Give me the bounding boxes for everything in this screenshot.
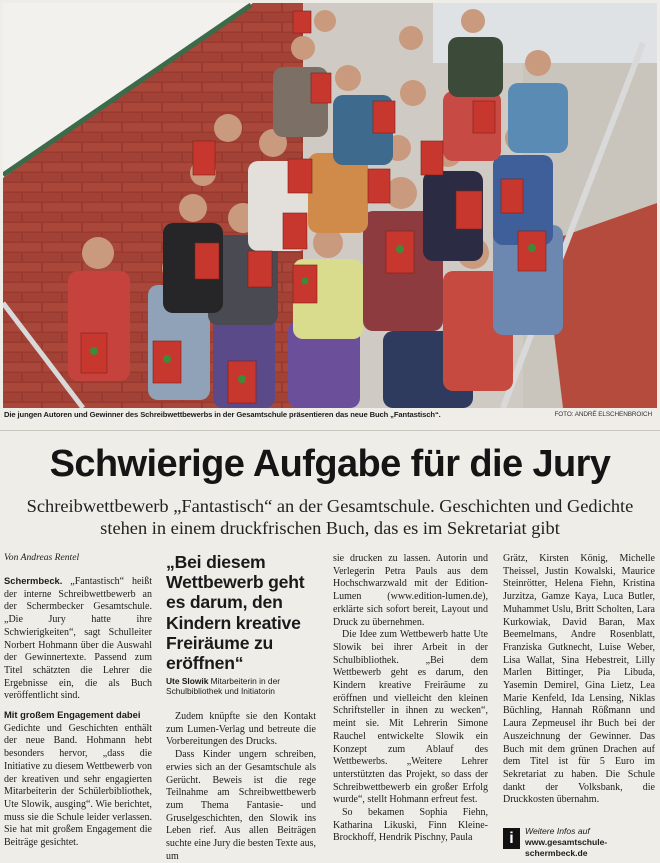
subheadline: Schreibwettbewerb „Fantastisch“ an der Gesamtschule. Geschichten und Gedichte stehen in einem druckfrischen Buch, das es im Sekretariat gibt (26, 496, 634, 538)
byline: Von Andreas Rentel (4, 552, 80, 563)
info-link[interactable]: www.gesamtschule-schermbeck.de (525, 837, 608, 858)
paragraph: Gedichte und Geschichten enthält der neue Band. Hohmann hebt besonders hervor, „dass die Initiative zu diesem Wettbewerb von der kreativen und sehr engagierten Mitarbeiterin der Schülerbibliothek, Ute Slowik, ausging“. Wie berichtet, muss sie die Schule leider verlassen. Sie hat mit großem Engagement die Beiträge gesichtet. (4, 722, 152, 849)
pull-quote-text: „Bei diesem Wettbewerb geht es darum, den Kindern kreative Freiräume zu eröffnen“ (166, 552, 305, 674)
dateline: Schermbeck. (4, 575, 63, 586)
paragraph: Dass Kinder ungern schreiben, erwies sich an der Gesamtschule als Gerücht. Beweis ist die rege Teilnahme am Schreibwettbewerb zum Thema Fantasie- und Gruselgeschichten, den Slowik ins Leben rief. Aus allen Beiträgen suchte eine Jury die besten Texte aus, um (166, 749, 316, 862)
article-photo (3, 3, 657, 408)
info-icon: i (503, 828, 520, 849)
info-prefix: Weitere Infos auf (525, 826, 590, 836)
column-2 (166, 711, 316, 863)
headline: Schwierige Aufgabe für die Jury (49, 443, 611, 485)
paragraph: So bekamen Sophia Fiehn, Katharina Likuski, Finn Kleine-Brockhoff, Hendrik Pischny, Paula (333, 807, 488, 844)
photo-caption-bar (4, 410, 656, 424)
paragraph-text: „Fantastisch“ heißt der interne Schreibwettbewerb an der Schermbecker Gesamtschule. „Die Jury hatte ihre Schwierigkeiten“, sagt Schulleiter Norbert Hohmann über die Auswahl der Gewinnertexte. Passend zum Titel schätzten die Lehrer die Ergebnisse ein, die als Buch veröffentlicht sind. (4, 576, 152, 702)
info-box (503, 826, 657, 856)
photo-credit: FOTO: ANDRÉ ELSCHENBROICH (554, 411, 652, 418)
photo-caption: Die jungen Autoren und Gewinner des Schreibwettbewerbs in der Gesamtschule präsentieren das neue Buch „Fantastisch“. (4, 410, 441, 419)
column-4 (503, 553, 655, 807)
paragraph: Zudem knüpfte sie den Kontakt zum Lumen-Verlag und betreute die Vorbereitungen des Drucks. (166, 711, 316, 748)
group-photo-illustration (3, 3, 657, 408)
divider (0, 430, 660, 431)
paragraph: sie drucken zu lassen. Autorin und Verlegerin Petra Pauls aus dem Hochschwarzwald mit der Edition-Lumen (www.edition-lumen.de), erklärte sich sofort bereit, Layout und Druck zu übernehmen. (333, 553, 488, 628)
column-1 (4, 575, 152, 850)
info-text (525, 826, 659, 859)
section-heading: Mit großem Engagement dabei (4, 709, 141, 721)
paragraph: Die Idee zum Wettbewerb hatte Ute Slowik bei ihrer Arbeit in der Schulbibliothek. „Bei dem Wettbewerb geht es darum, den Kindern kreative Freiräume zu eröffnen und vielleicht den kleinen Schriftsteller in ihnen zu wecken“, meint sie. Mit Lehrerin Simone Rauchel entwickelte Slowik ein Konzept zum Ablauf des Wettbewerbs. „Weitere Lehrer unterstützten das Projekt, so dass der Schreibwettbewerb ein großer Erfolg wurde“, stellt Hohmann erfreut fest. (333, 629, 488, 806)
pull-quote (166, 552, 321, 696)
paragraph (4, 575, 152, 703)
paragraph: Grätz, Kirsten König, Michelle Theissel, Justin Kowalski, Maurice Steinrötter, Helena Fiehn, Kristina Jurzitza, Gamze Kaya, Luca Butler, Muhammet Uslu, Britt Scholten, Lara Kurkowiak, David Baran, Max Beemelmans, Andre Rosenblatt, Franziska Gutknecht, Luise Weber, Lisa Wallat, Sina Hebestreit, Lilly Marlen Bittinger, Pia Libuda, Yasemin Demirel, Gina Lietz, Lea Marie Kenfeld, Ida Lensing, Niklas Büchling, Hannah Rößmann und Laura Zepmeusel ihr Buch bei der Auszeichnung der Gewinner. Das Buch mit dem grünen Drachen auf dem Titel ist für 5 Euro im Sekretariat zu haben. Die Schule dankt der Volksbank, die Druckkosten übernahm. (503, 553, 655, 806)
column-3 (333, 553, 488, 845)
pull-quote-attribution (166, 676, 321, 696)
pull-quote-role: Mitarbeiterin in der Schulbibliothek und Initiatorin (166, 676, 281, 697)
pull-quote-author: Ute Slowik (166, 676, 209, 687)
